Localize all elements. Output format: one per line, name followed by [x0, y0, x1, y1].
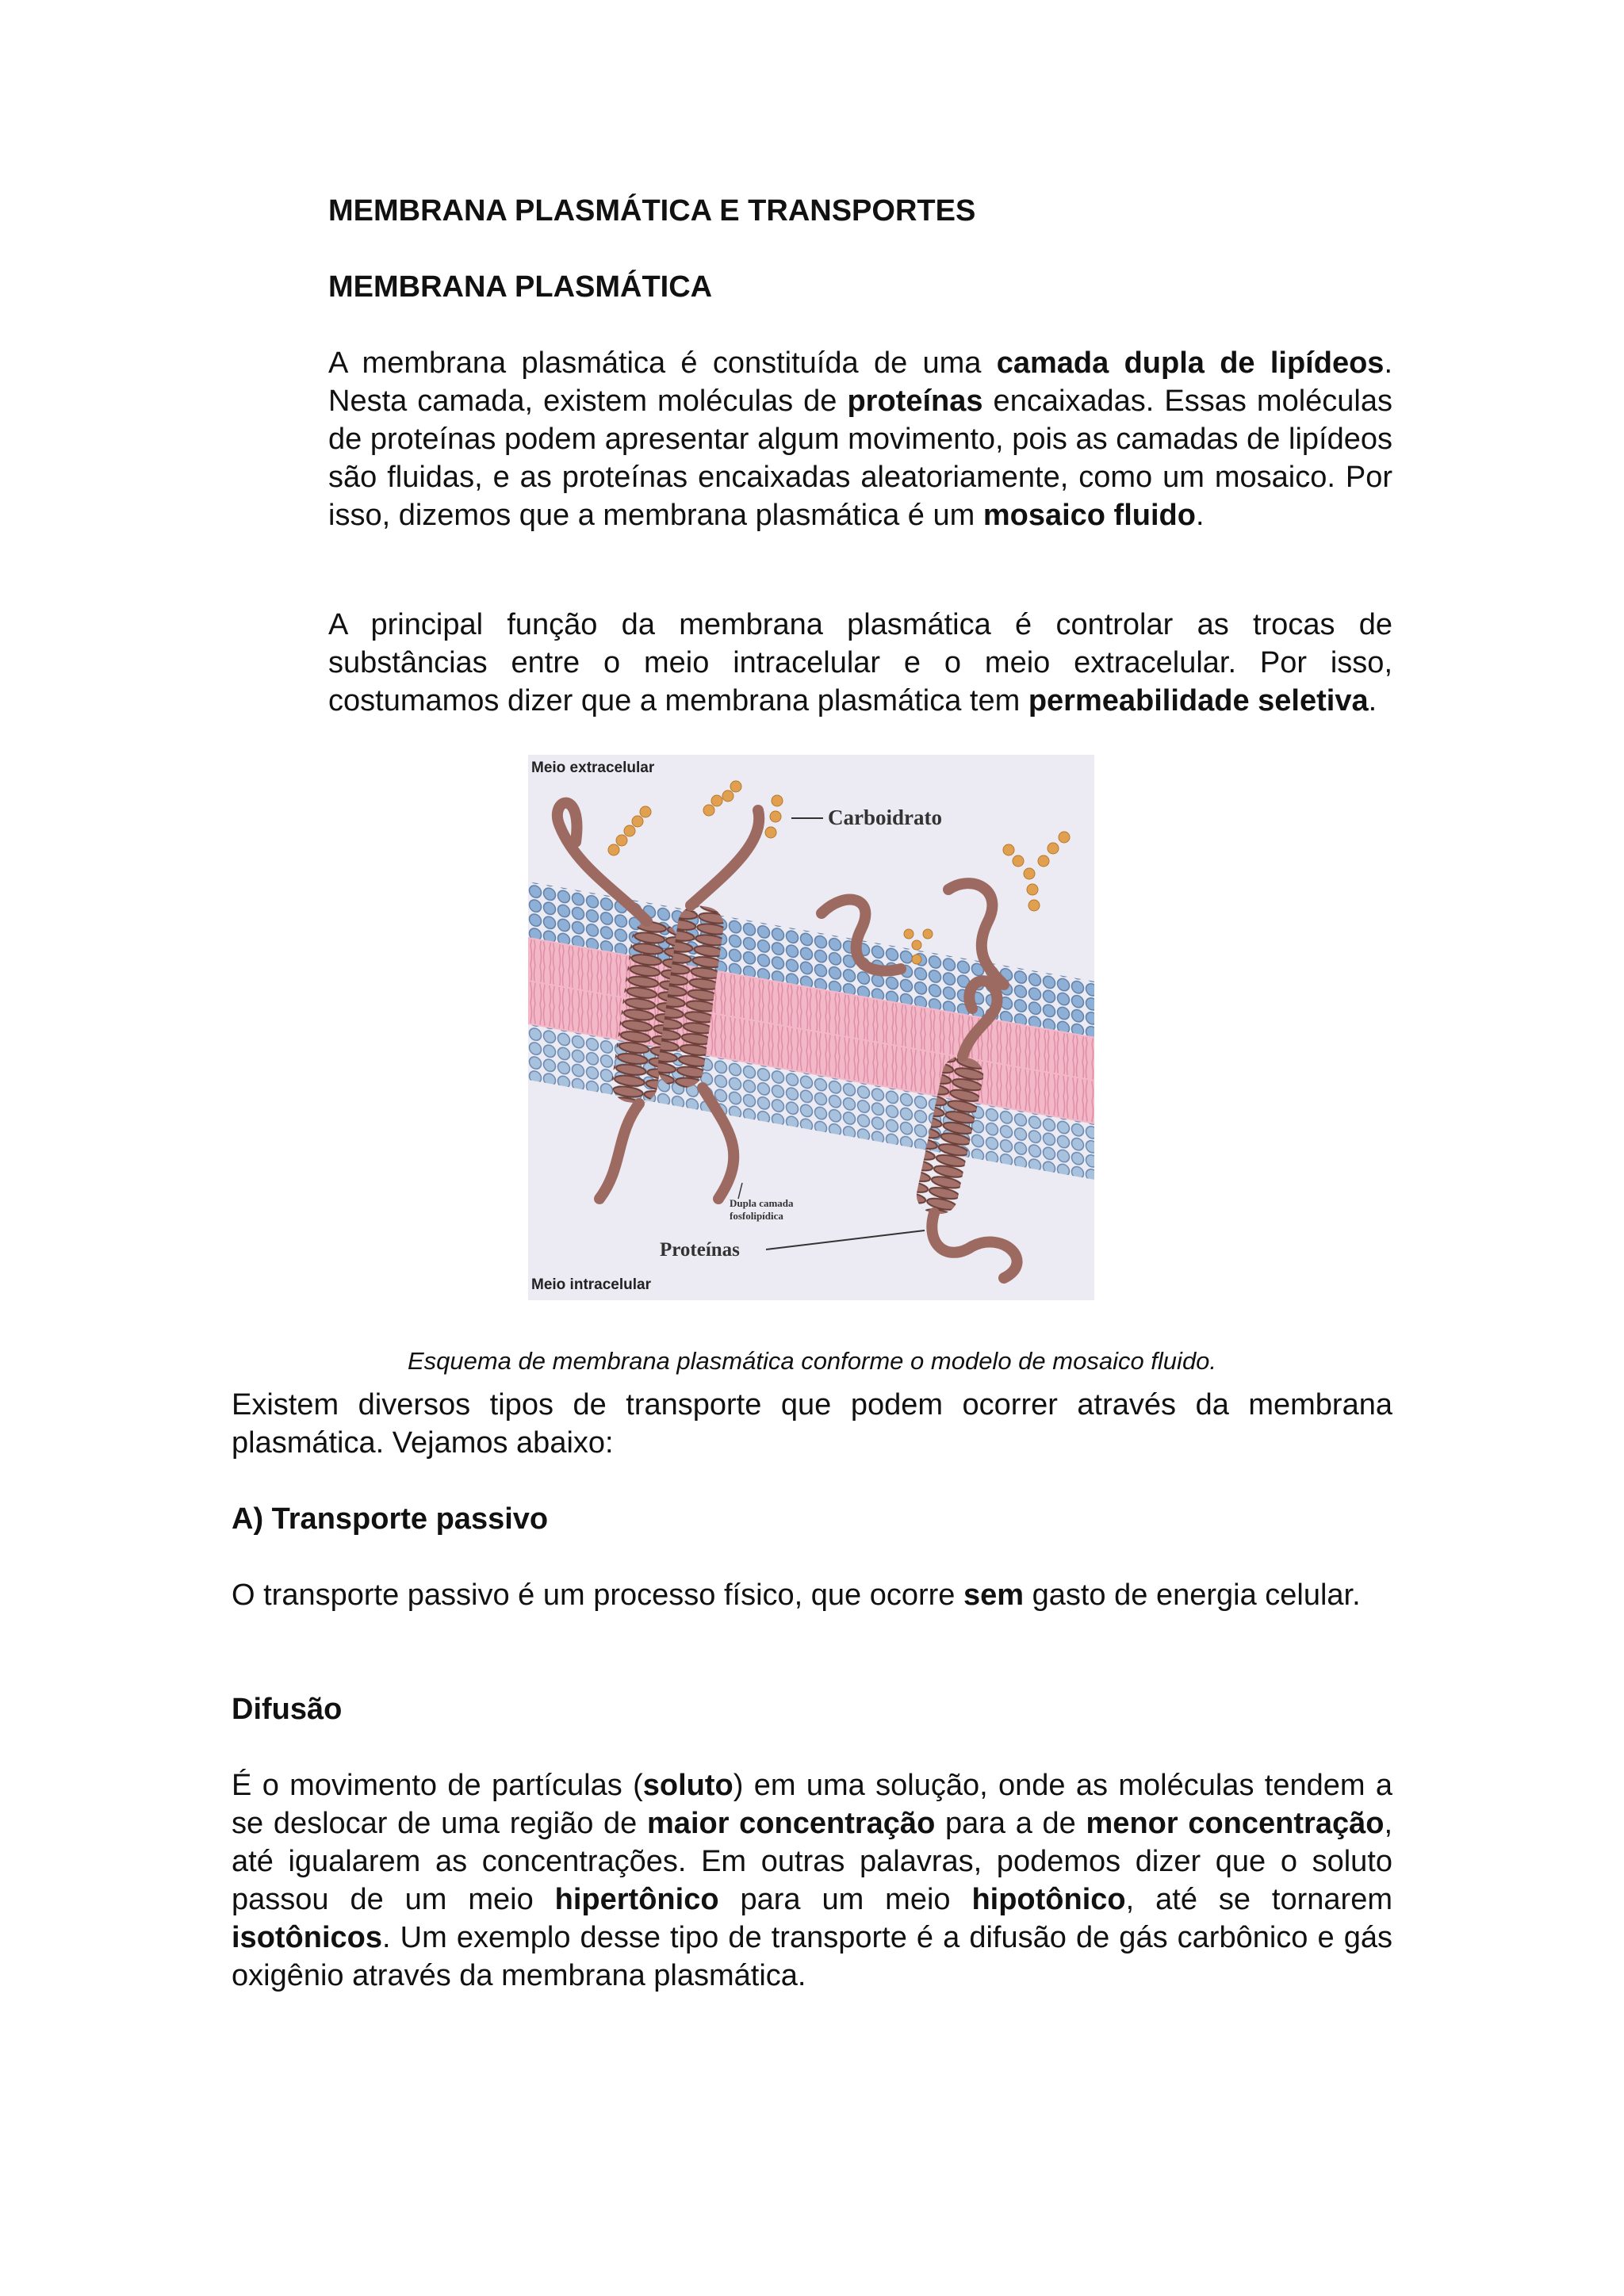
text-run: É o movimento de partículas (	[232, 1769, 643, 1802]
text-run: . Um exemplo desse tipo de transporte é a difusão de gás carbônico e gás oxigênio através da membrana plasmática.	[232, 1921, 1392, 1992]
text-run: , até igualarem as concentrações. Em outras palavras, podemos dizer que o soluto passou de um meio	[232, 1807, 1392, 1916]
text-run: para a de	[935, 1807, 1086, 1840]
document-title: MEMBRANA PLASMÁTICA E TRANSPORTES	[328, 194, 976, 228]
paragraph-diffusion	[232, 1766, 1392, 1995]
bold-term: hipertônico	[554, 1883, 719, 1916]
label-extracellular: Meio extracelular	[531, 760, 655, 776]
section-heading-membrana: MEMBRANA PLASMÁTICA	[328, 270, 713, 304]
label-proteins: Proteínas	[660, 1239, 740, 1261]
bold-term: hipotônico	[971, 1883, 1126, 1916]
bold-term: menor concentração	[1086, 1807, 1385, 1840]
text-run: gasto de energia celular.	[1024, 1578, 1361, 1612]
section-heading-diffusion: Difusão	[232, 1693, 343, 1726]
section-heading-passive-transport: A) Transporte passivo	[232, 1502, 549, 1536]
figure-caption: Esquema de membrana plasmática conforme o modelo de mosaico fluido.	[407, 1347, 1217, 1375]
label-intracellular: Meio intracelular	[531, 1276, 651, 1293]
bold-term: sem	[963, 1578, 1025, 1612]
bold-term: isotônicos	[232, 1921, 383, 1954]
text-run: , até se tornarem	[1125, 1883, 1392, 1916]
text-run: .	[1368, 684, 1377, 718]
bold-term: camada dupla de lipídeos	[996, 346, 1385, 380]
bold-term: soluto	[642, 1769, 733, 1802]
bold-term: mosaico fluido	[982, 499, 1196, 532]
text-run: .	[1195, 499, 1205, 532]
membrane-diagram	[528, 755, 1094, 1300]
text-run: . Nesta camada, existem moléculas de	[328, 346, 1392, 418]
text-run: encaixadas. Essas moléculas de proteínas podem apresentar algum movimento, pois as camadas de lipídeos são fluidas, e as proteínas encaixadas aleatoriamente, como um mosaico. Por isso, dizemos que a membrana plasmática é um	[328, 385, 1392, 532]
text-run: A membrana plasmática é constituída de uma	[328, 346, 997, 380]
paragraph-membrane-structure	[328, 344, 1392, 534]
bold-term: maior concentração	[647, 1807, 936, 1840]
paragraph-passive-transport	[232, 1576, 1392, 1614]
label-bilayer-line1: Dupla camada	[730, 1197, 794, 1209]
text-run: A principal função da membrana plasmática é controlar as trocas de substâncias entre o meio intracelular e o meio extracelular. Por isso, costumamos dizer que a membrana plasmática tem	[328, 608, 1392, 718]
text-run: para um meio	[718, 1883, 972, 1916]
paragraph-membrane-function	[328, 606, 1392, 720]
label-bilayer-line2: fosfolipídica	[730, 1210, 783, 1222]
label-carbohydrate: Carboidrato	[828, 806, 942, 829]
text-run: ) em uma solução, onde as moléculas tendem a se deslocar de uma região de	[232, 1769, 1393, 1840]
paragraph-transport-types: Existem diversos tipos de transporte que podem ocorrer através da membrana plasmática. Vejamos abaixo:	[232, 1388, 1392, 1460]
bold-term: permeabilidade seletiva	[1028, 684, 1369, 718]
bold-term: proteínas	[847, 385, 983, 418]
text-run: O transporte passivo é um processo físico, que ocorre	[232, 1578, 963, 1612]
